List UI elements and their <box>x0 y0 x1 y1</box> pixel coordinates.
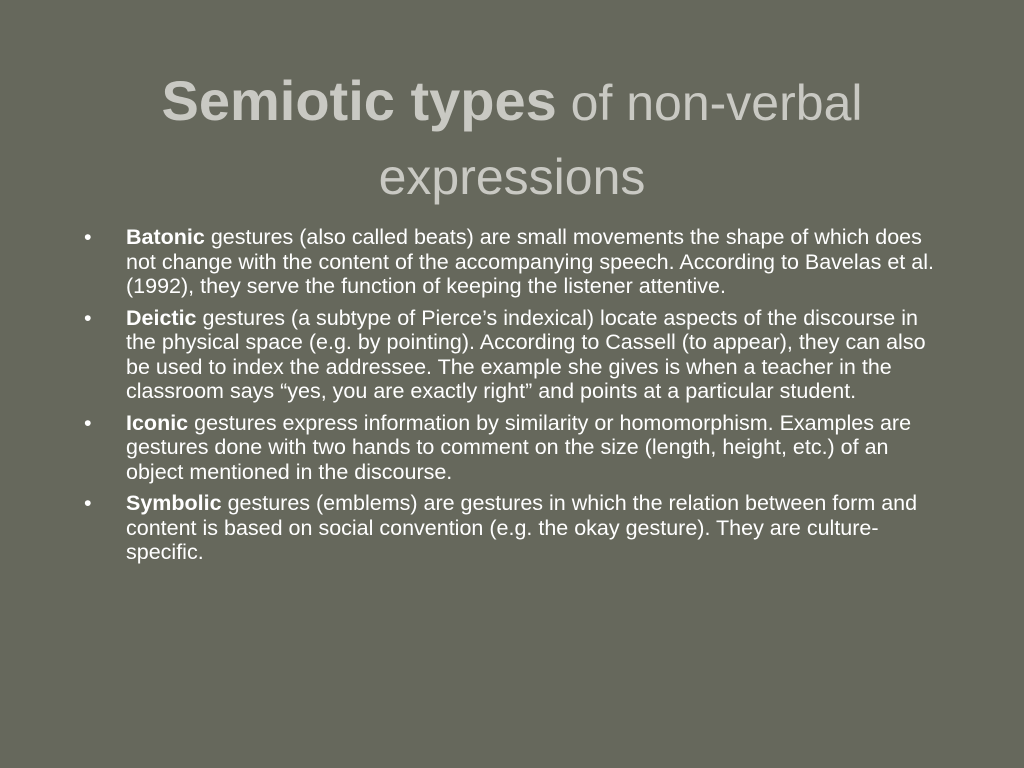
bullet-item-symbolic <box>84 491 944 565</box>
bullet-term: Batonic <box>126 225 205 249</box>
bullet-icon: • <box>84 410 92 435</box>
bullet-list <box>84 225 944 572</box>
bullet-term: Iconic <box>126 410 189 435</box>
bullet-text: gestures (emblems) are gestures in which the relation between form and content is based on social convention (e.g. the okay gesture). They are culture-specific. <box>126 491 918 564</box>
bullet-term: Deictic <box>126 305 197 330</box>
slide-title-bold: Semiotic types <box>161 69 557 132</box>
slide-title <box>40 64 984 214</box>
bullet-icon: • <box>84 491 92 515</box>
bullet-item-iconic <box>84 411 944 485</box>
bullet-text: gestures express information by similarity or homomorphism. Examples are gestures done with two hands to comment on the size (length, height, etc.) of an object mentioned in the discourse. <box>126 410 912 484</box>
bullet-icon: • <box>84 305 92 330</box>
bullet-text: gestures (also called beats) are small movements the shape of which does not change with the content of the accompanying speech. According to Bavelas et al. (1992), they serve the function of keeping the listener attentive. <box>126 225 934 298</box>
bullet-icon: • <box>84 225 92 249</box>
bullet-term: Symbolic <box>126 491 222 515</box>
bullet-item-deictic <box>84 306 944 404</box>
bullet-text: gestures (a subtype of Pierce’s indexical) locate aspects of the discourse in the physical space (e.g. by pointing). According to Cassell (to appear), they can also be used to index the addressee. The example she gives is when a teacher in the classroom says “yes, you are exactly right” and points at a particular student. <box>126 305 926 403</box>
bullet-item-batonic <box>84 225 944 299</box>
slide-title-rest: of non-verbal expressions <box>378 75 863 205</box>
